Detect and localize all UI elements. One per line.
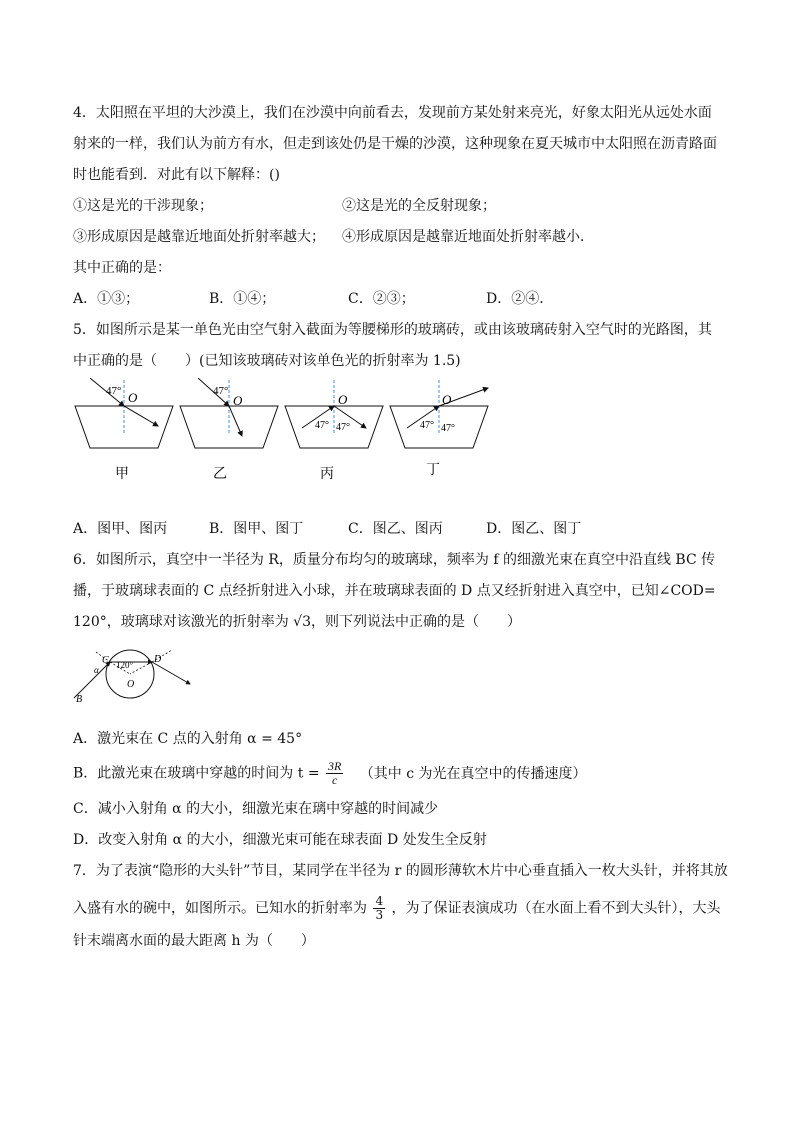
q5-figure bbox=[70, 378, 490, 488]
q5-ding-angle-right: 47° bbox=[441, 423, 455, 434]
q4-option-d: D．②④． bbox=[486, 291, 554, 307]
q6-fig-angle: 120° bbox=[116, 660, 134, 670]
q5-yi-o: O bbox=[233, 393, 243, 408]
q4-option-b: B．①④； bbox=[209, 291, 276, 307]
q6-fig-o: O bbox=[127, 679, 135, 690]
q5-diagram-ding bbox=[390, 380, 488, 448]
q5-stem-line1: 5．如图所示是某一单色光由空气射入截面为等腰梯形的玻璃砖，或由该玻璃砖射入空气时的光路图，其 bbox=[73, 322, 712, 338]
q4-stem-line2: 射来的一样，我们认为前方有水，但走到该处仍是干燥的沙漠，这种现象在夏天城市中太阳照在沥青路面 bbox=[73, 136, 717, 152]
q5-ding-angle-left: 47° bbox=[420, 420, 434, 431]
q5-option-c: C．图乙、图丙 bbox=[348, 521, 443, 537]
q7-line2-continuation: ，为了保证表演成功（在水面上看不到大头针），大头 bbox=[391, 900, 721, 917]
q6-option-b-fraction bbox=[326, 760, 343, 787]
q7-fraction-numerator: 4 bbox=[375, 894, 384, 908]
q5-caption-yi: 乙 bbox=[213, 467, 227, 482]
q5-caption-jia: 甲 bbox=[115, 467, 129, 482]
q6-stem-line2: 播，于玻璃球表面的 C 点经折射进入小球，并在玻璃球表面的 D 点又经折射进入真空中，已知∠COD= bbox=[73, 583, 716, 599]
q5-diagram-jia bbox=[75, 378, 173, 448]
q5-jia-o: O bbox=[128, 390, 138, 405]
q6-fig-d: D bbox=[154, 654, 162, 665]
q7-fraction-denominator: 3 bbox=[375, 908, 384, 922]
q6-option-b-note: （其中 c 为光在真空中的传播速度） bbox=[359, 765, 587, 782]
q6-stem-line1: 6．如图所示，真空中一半径为 R，质量分布均匀的玻璃球，频率为 f 的细激光束在真空中沿直线 BC 传 bbox=[73, 552, 716, 568]
q6-fraction-numerator: 3R bbox=[328, 759, 342, 773]
q5-option-d: D．图乙、图丁 bbox=[486, 521, 582, 537]
q5-diagram-bing bbox=[285, 380, 383, 448]
q7-refraction-fraction bbox=[373, 895, 385, 922]
q5-stem-line2: 中正确的是（ ）(已知该玻璃砖对该单色光的折射率为 1.5) bbox=[73, 353, 461, 369]
q4-statement-3: ③形成原因是越靠近地面处折射率越大； bbox=[73, 229, 325, 245]
q6-figure bbox=[72, 646, 194, 704]
q4-statement-2: ②这是光的全反射现象； bbox=[342, 198, 496, 214]
q4-stem-line1: 4．太阳照在平坦的大沙漠上，我们在沙漠中向前看去，发现前方某处射来亮光，好象太阳光从远处水面 bbox=[73, 105, 712, 121]
q5-ding-o: O bbox=[442, 392, 452, 407]
q4-statement-4: ④形成原因是越靠近地面处折射率越小． bbox=[342, 229, 594, 245]
q6-fig-b: B bbox=[76, 694, 83, 704]
q5-yi-angle: 47° bbox=[213, 385, 229, 397]
q4-prompt: 其中正确的是： bbox=[73, 260, 171, 276]
q5-jia-angle: 47° bbox=[106, 385, 122, 397]
q6-option-a: A．激光束在 C 点的入射角 α = 45° bbox=[73, 731, 303, 747]
q4-statement-1: ①这是光的干涉现象； bbox=[73, 198, 213, 214]
q5-bing-angle-left: 47° bbox=[315, 420, 329, 431]
q6-fraction-denominator: c bbox=[332, 773, 338, 787]
q5-option-b: B．图甲、图丁 bbox=[209, 521, 304, 537]
q4-option-c: C．②③； bbox=[348, 291, 415, 307]
q4-option-a: A．①③； bbox=[73, 291, 140, 307]
q7-stem-line2 bbox=[73, 895, 721, 922]
q5-bing-o: O bbox=[338, 392, 348, 407]
q7-stem-line1: 7．为了表演“隐形的大头针”节目，某同学在半径为 r 的圆形薄软木片中心垂直插入一枚大头针，并将其放 bbox=[73, 863, 728, 879]
q7-stem-line3: 针末端离水面的最大距离 h 为（ ） bbox=[73, 933, 315, 949]
q6-option-c: C．减小入射角 α 的大小，细激光束在璃中穿越的时间减少 bbox=[73, 801, 439, 817]
q5-diagram-yi bbox=[180, 378, 278, 448]
q6-option-b-text: B．此激光束在玻璃中穿越的时间为 t = bbox=[73, 765, 320, 782]
q7-line2-text: 入盛有水的碗中，如图所示。已知水的折射率为 bbox=[73, 900, 367, 917]
q6-option-b bbox=[73, 760, 587, 787]
q4-stem-line3: 时也能看到．对此有以下解释：() bbox=[73, 167, 280, 183]
q6-option-d: D．改变入射角 α 的大小，细激光束可能在球表面 D 处发生全反射 bbox=[73, 832, 487, 848]
q5-caption-bing: 丙 bbox=[320, 467, 334, 482]
q6-fig-alpha: α bbox=[94, 665, 99, 675]
q5-option-a: A．图甲、图丙 bbox=[73, 521, 168, 537]
q6-fig-c: C bbox=[102, 655, 109, 666]
q6-stem-line3: 120°，玻璃球对该激光的折射率为 √3，则下列说法中正确的是（ ） bbox=[73, 614, 521, 630]
q5-caption-ding: 丁 bbox=[426, 463, 440, 478]
q5-bing-angle-right: 47° bbox=[336, 422, 350, 433]
